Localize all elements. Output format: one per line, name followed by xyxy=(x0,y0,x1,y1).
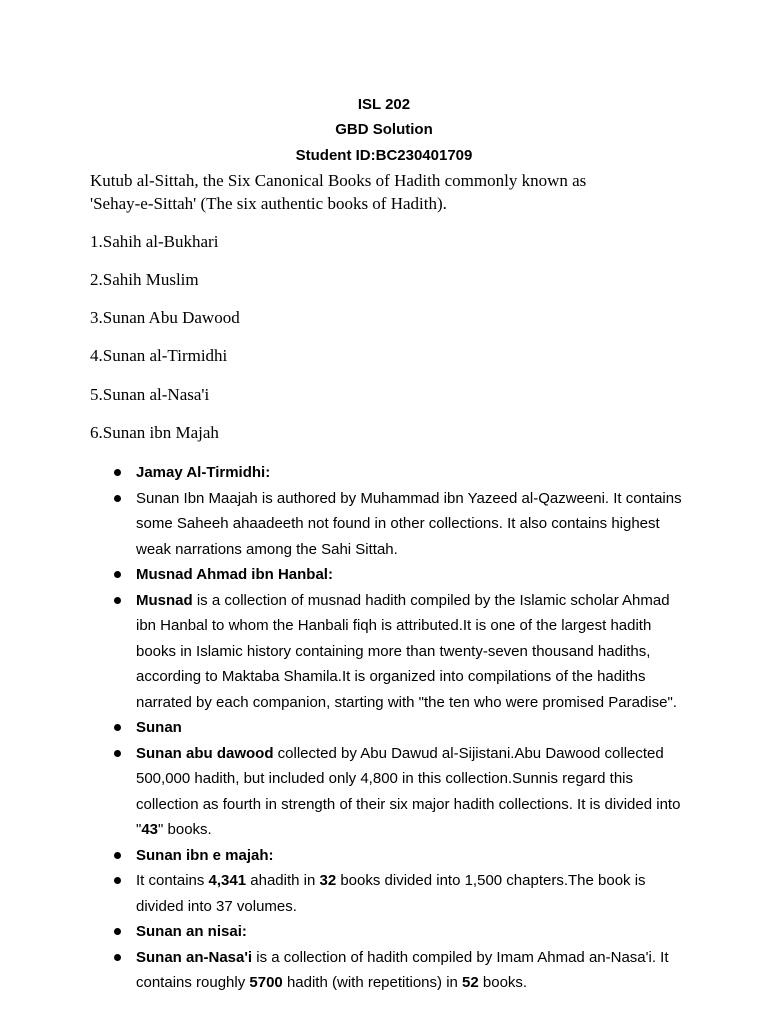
bullet-item xyxy=(112,843,682,869)
bullet-item xyxy=(112,562,682,588)
intro-paragraph xyxy=(90,169,690,215)
book-item-6: 6.Sunan ibn Majah xyxy=(90,423,219,442)
bullet-item xyxy=(112,588,682,716)
bullet-item xyxy=(112,486,682,563)
student-id: Student ID:BC230401709 xyxy=(295,147,473,164)
intro-line-1: Kutub al-Sittah, the Six Canonical Books of Hadith commonly known as xyxy=(90,171,587,190)
bullet-text: hadith (with repetitions) in xyxy=(282,974,463,991)
bullet-dot-icon xyxy=(114,571,121,578)
bullet-text: books. xyxy=(478,974,528,991)
bullet-text: collected by Abu Dawud al-Sijistani.Abu Dawood collected 500,000 hadith, but included only 4,800 in this collection.Sunnis regard this collection as fourth in strength of their six major hadith collections. It is divided into " xyxy=(136,744,681,838)
bullet-heading: Musnad Ahmad ibn Hanbal: xyxy=(136,566,333,583)
bullet-list xyxy=(112,460,682,996)
bullet-heading: Sunan an nisai: xyxy=(136,923,247,940)
bullet-dot-icon xyxy=(114,469,121,476)
bullet-bold-term: Musnad xyxy=(136,591,193,609)
book-item-3: 3.Sunan Abu Dawood xyxy=(90,308,240,327)
book-item-4: 4.Sunan al-Tirmidhi xyxy=(90,346,228,365)
bullet-dot-icon xyxy=(114,852,121,859)
bullet-text: It contains xyxy=(136,872,209,889)
bullet-item xyxy=(112,945,682,996)
bullet-dot-icon xyxy=(114,597,121,604)
bullet-number: 32 xyxy=(319,872,337,889)
bullet-item xyxy=(112,715,682,741)
bullet-dot-icon xyxy=(114,954,121,961)
bullet-heading: Jamay Al-Tirmidhi: xyxy=(136,464,271,481)
bullet-item xyxy=(112,460,682,486)
bullet-item xyxy=(112,919,682,945)
bullet-number: 5700 xyxy=(249,974,283,991)
bullet-text: is a collection of musnad hadith compiled by the Islamic scholar Ahmad ibn Hanbal to whom the Hanbali fiqh is attributed.It is one of the largest hadith books in Islamic history containing more than twenty-seven thousand hadiths, according to Maktaba Shamila.It is organized into compilations of the hadiths narrated by each companion, starting with "the ten who were promised Paradise". xyxy=(136,591,677,711)
bullet-number: 43 xyxy=(141,821,159,838)
bullet-text: is a collection of hadith compiled by Imam Ahmad an-Nasa'i. It contains roughly xyxy=(136,948,669,991)
bullet-dot-icon xyxy=(114,928,121,935)
bullet-item xyxy=(112,868,682,919)
intro-line-2: 'Sehay-e-Sittah' (The six authentic books of Hadith). xyxy=(90,194,447,213)
book-item-1: 1.Sahih al-Bukhari xyxy=(90,232,219,251)
bullet-dot-icon xyxy=(114,724,121,731)
bullet-number: 4,341 xyxy=(208,872,247,889)
bullet-text: " books. xyxy=(158,821,212,838)
bullet-dot-icon xyxy=(114,877,121,884)
bullet-dot-icon xyxy=(114,495,121,502)
bullet-heading: Sunan ibn e majah: xyxy=(136,846,274,864)
bullet-bold-term: Sunan an-Nasa'i xyxy=(136,948,253,966)
book-item-5: 5.Sunan al-Nasa'i xyxy=(90,385,210,404)
bullet-text: books divided into 1,500 chapters.The book is divided into 37 volumes. xyxy=(136,872,646,915)
bullet-item xyxy=(112,741,682,843)
bullet-heading: Sunan xyxy=(136,719,182,736)
bullet-text: Sunan Ibn Maajah is authored by Muhammad ibn Yazeed al-Qazweeni. It contains some Saheeh ahaadeeth not found in other collections. It also contains highest weak narrations among the Sahi Sittah. xyxy=(136,489,682,558)
document-title: GBD Solution xyxy=(335,121,433,138)
bullet-dot-icon xyxy=(114,750,121,757)
course-code: ISL 202 xyxy=(357,96,411,113)
book-item-2: 2.Sahih Muslim xyxy=(90,270,199,289)
bullet-text: ahadith in xyxy=(246,872,320,889)
bullet-number: 52 xyxy=(462,974,479,991)
bullet-bold-term: Sunan abu dawood xyxy=(136,744,274,762)
